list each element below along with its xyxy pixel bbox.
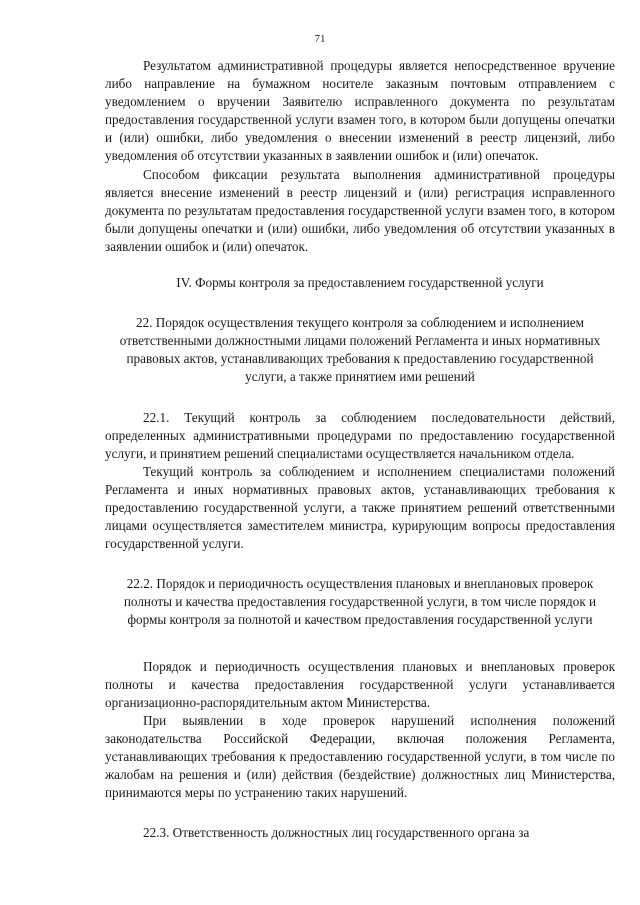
paragraph-22-1-continued: Текущий контроль за соблюдением и исполнением специалистами положений Регламента и иных нормативных правовых актов, устанавливающих требования к предоставлению государственной услуги, а также принятием решений ответственными лицами осуществляется заместителем министра, курирующим вопросы предоставления государственной услуги. [105,463,615,552]
document-body [105,57,615,842]
paragraph-fixation: Способом фиксации результата выполнения административной процедуры является внесение изменений в реестр лицензий и (или) регистрация исправленного документа по результатам предоставления государственной услуги взамен того, в котором были допущены опечатки и (или) ошибки, либо уведомления об отсутствии указанных в заявлении ошибок и (или) опечаток. [105,166,615,254]
paragraph-22-2-violations: При выявлении в ходе проверок нарушений исполнения положений законодательства Российской Федерации, включая положения Регламента, устанавливающих требования к предоставлению государственной услуги, в том числе по жалобам на решения и (или) действия (бездействие) должностных лиц Министерства, принимаются меры по устранению таких нарушений. [105,712,615,801]
paragraph-result: Результатом административной процедуры является непосредственное вручение либо направление на бумажном носителе заказным почтовым отправлением с уведомлением о вручении Заявителю исправленного документа по результатам предоставления государственной услуги взамен того, в котором были допущены опечатки и (или) ошибки, либо уведомления о внесении изменений в реестр лицензий, либо уведомления об отсутствии указанных в заявлении ошибок и (или) опечаток. [105,58,615,164]
heading-22: 22. Порядок осуществления текущего контроля за соблюдением и исполнением ответственными должностными лицами положений Регламента и иных нормативных правовых актов, устанавливающих требования к предоставлению государственной услуги, а также принятием ими решений [119,315,601,385]
page-number: 71 [314,33,326,45]
section-iv-heading: IV. Формы контроля за предоставлением государственной услуги [176,275,544,291]
heading-22-2: 22.2. Порядок и периодичность осуществления плановых и внеплановых проверок полноты и качества предоставления государственной услуги, в том числе порядок и формы контроля за полнотой и качеством предоставления государственной услуги [123,576,597,628]
paragraph-22-2-order: Порядок и периодичность осуществления плановых и внеплановых проверок полноты и качества предоставления государственной услуги устанавливается организационно-распорядительным актом Министерства. [105,658,615,710]
heading-22-3: 22.3. Ответственность должностных лиц государственного органа за [143,825,530,841]
paragraph-22-1: 22.1. Текущий контроль за соблюдением последовательности действий, определенных административными процедурами по предоставлению государственной услуги, и принятием решений специалистами осуществляется начальником отдела. [105,409,615,461]
